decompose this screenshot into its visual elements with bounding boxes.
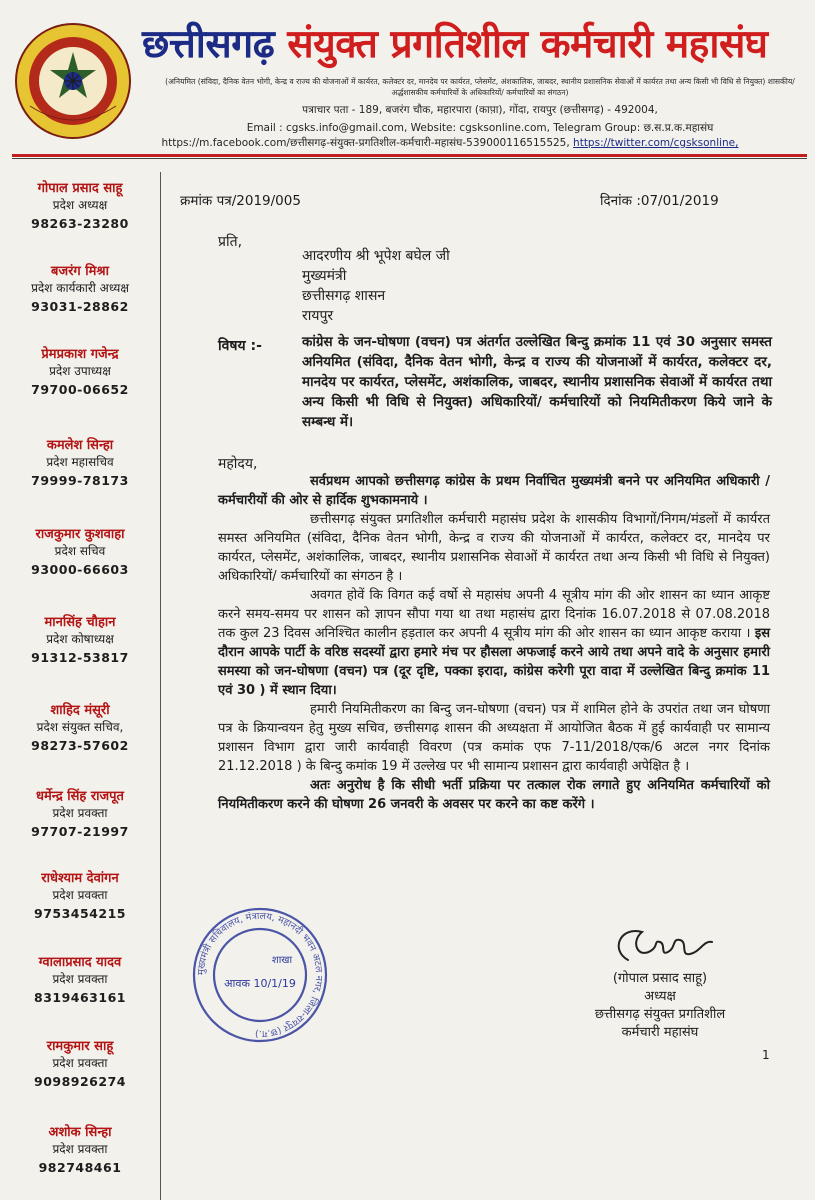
twitter-link[interactable]: https://twitter.com/cgsksonline, — [573, 137, 739, 149]
social-links — [90, 136, 810, 150]
letter-date: दिनांक :07/01/2019 — [600, 193, 719, 209]
signatory-designation: अध्यक्ष — [644, 989, 676, 1004]
paragraph-background — [218, 586, 770, 700]
addressee-line: छत्तीसगढ़ शासन — [302, 288, 386, 304]
member-name: राधेश्याम देवांगन — [41, 871, 119, 886]
member-phone: 97707-21997 — [31, 824, 129, 839]
contact-line: Email : cgsks.info@gmail.com, Website: cgsksonline.com, Telegram Group: छ.स.प्र.क.महासंघ — [246, 122, 714, 134]
member-entry — [0, 702, 160, 756]
stamp-inward-text: आवक 10/1/19 — [224, 977, 296, 990]
member-entry — [0, 526, 160, 580]
signatory-org: कर्मचारी महासंघ — [621, 1025, 699, 1040]
member-designation: प्रदेश कार्यकारी अध्यक्ष — [31, 281, 129, 295]
member-designation: प्रदेश संयुक्त सचिव, — [36, 720, 124, 734]
member-phone: 9098926274 — [34, 1074, 126, 1089]
member-phone: 79999-78173 — [31, 473, 129, 488]
member-designation: प्रदेश महासचिव — [46, 455, 114, 469]
header-divider-thin — [12, 158, 807, 159]
organization-logo-icon — [14, 22, 132, 140]
member-entry — [0, 1124, 160, 1178]
paragraph-background-text: अवगत होवें कि विगत कई वर्षो से महासंघ अपनी 4 सूत्रीय मांग की ओर शासन का ध्यान आकृष्ट करने समय-समय पर शासन को ज्ञापन सौपा गया था तथा महासंघ द्वारा दिनांक 16.07.2018 से 07.08.2018 तक कुल 23 दिवस अनिश्चित कालीन हड़ताल कर अपनी 4 सूत्रीय मांग की ओर शासन का ध्यान आकृष्ट कराया । — [218, 588, 770, 641]
member-phone: 93000-66603 — [31, 562, 129, 577]
paragraph-request: अतः अनुरोध है कि सीधी भर्ती प्रक्रिया पर तत्काल रोक लगाते हुए अनियमित कर्मचारियों को नियमितीकरण करने की घोषणा 26 जनवरी के अवसर पर करने का कष्ट करेंगे । — [218, 778, 770, 812]
organization-title: छत्तीसगढ़ संयुक्त प्रगतिशील कर्मचारी महासंघ — [142, 22, 768, 67]
signatory-org: छत्तीसगढ़ संयुक्त प्रगतिशील — [594, 1007, 726, 1022]
paragraph-introduction: छत्तीसगढ़ संयुक्त प्रगतिशील कर्मचारी महासंघ प्रदेश के शासकीय विभागों/निगम/मंडलों में कार्यरत समस्त अनियमित (संविदा, दैनिक वेतन भोगी, केन्द्र व राज्य की योजनाओं में कार्यरत, कलेक्टर दर, मानदेय पर कार्यरत, प्लेसमेंट, अशंकालिक, जाबदर, स्थानीय प्रशासनिक सेवाओं में कार्यरत तथा अन्य किसी भी विधि से नियुक्त) अधिकारियों/ कर्मचारियों का संगठन है । — [218, 512, 770, 584]
member-phone: 98273-57602 — [31, 738, 129, 753]
paragraph-status: हमारी नियमितीकरण का बिन्दु जन-घोषणा (वचन) पत्र में शामिल होने के उपरांत तथा जन घोषणा पत्र के क्रियान्वयन हेतु मुख्य सचिव, छत्तीसगढ़ शासन की अध्यक्षता में आयोजित बैठक में हुई कार्यवाही पर सामान्य प्रशासन विभाग द्वारा जारी कार्यवाही विवरण (पत्र कमांक एफ 7-11/2018/एक/6 अटल नगर दिनांक 21.12.2018 ) के बिन्दु कमांक 19 में उल्लेख पर भी सामान्य प्रशासन द्वारा कार्यवाही अपेक्षित है । — [218, 702, 770, 774]
member-designation: प्रदेश प्रवक्ता — [52, 972, 108, 986]
column-divider — [160, 172, 161, 1200]
office-bearers-list — [0, 172, 160, 1200]
member-designation: प्रदेश अध्यक्ष — [52, 198, 108, 212]
addressee-block — [302, 246, 450, 326]
member-name: कमलेश सिन्हा — [46, 438, 114, 453]
received-stamp-icon — [190, 905, 330, 1045]
member-entry — [0, 346, 160, 400]
signatory-block — [545, 970, 775, 1042]
member-entry — [0, 263, 160, 317]
member-name: धर्मेन्द्र सिंह राजपूत — [36, 789, 124, 804]
member-phone: 98263-23280 — [31, 216, 129, 231]
subject-label: विषय :- — [218, 338, 262, 354]
paragraph-background-emphasis: इस दौरान आपके पार्टी के वरिष्ठ सदस्यों द्वारा हमारे मंच पर हौसला अफजाई करने आये तथा अपने वादे के अनुसार हमारी समस्या को जन-घोषणा (वचन) पत्र (दूर दृष्टि, पक्का इरादा, कांग्रेस करेगी पूरा वादा में उल्लेखित बिन्दु क्रमांक 11 एवं 30 ) में स्थान दिया। — [218, 626, 770, 698]
stamp-ring-text: मुख्यमंत्री सचिवालय, मंत्रालय, महानदी भवन अटल नगर, जिला-रायपुर (छ.ग.) — [195, 910, 325, 1040]
member-entry — [0, 437, 160, 491]
member-designation: प्रदेश उपाध्यक्ष — [49, 364, 111, 378]
member-name: रामकुमार साहू — [46, 1039, 114, 1054]
salutation: महोदय, — [218, 456, 258, 472]
header-divider — [12, 154, 807, 157]
member-name: मानसिंह चौहान — [44, 615, 116, 630]
paragraph-greeting: सर्वप्रथम आपको छत्तीसगढ़ कांग्रेस के प्रथम निर्वाचित मुख्यमंत्री बनने पर अनियमित अधिकारी / कर्मचारीयों की ओर से हार्दिक शुभकामनाये । — [218, 474, 770, 508]
addressee-line: रायपुर — [302, 308, 334, 324]
member-designation: प्रदेश प्रवक्ता — [52, 806, 108, 820]
member-name: शाहिद मंसूरी — [50, 703, 110, 718]
subject-text: कांग्रेस के जन-घोषणा (वचन) पत्र अंतर्गत उल्लेखित बिन्दु क्रमांक 11 एवं 30 अनुसार समस्त अनियमित (संविदा, दैनिक वेतन भोगी, केन्द्र व राज्य की योजनाओं में कार्यरत, कलेक्टर दर, मानदेय पर कार्यरत, प्लेसमेंट, अशंकालिक, जाबदर, स्थानीय प्रशासनिक सेवाओं में कार्यरत तथा अन्य किसी भी विधि से नियुक्त) अधिकारियों/ कर्मचारियों को नियमितीकरण किये जाने के सम्बन्ध में। — [302, 334, 772, 430]
member-name: अशोक सिन्हा — [48, 1125, 112, 1140]
facebook-link[interactable]: https://m.facebook.com/छत्तीसगढ़-संयुक्त-प्रगतिशील-कर्मचारी-महासंघ-539000116515525, — [161, 137, 570, 149]
organization-description: (अनियमित (संविदा, दैनिक वेतन भोगी, केन्द्र व राज्य की योजनाओं में कार्यरत, कलेक्टर दर, मानदेय पर कार्यरत, प्लेसमेंट, अंशकालिक, जाबदर, स्थानीय प्रशासनिक सेवाओं में कार्यरत तथा अन्य किसी भी विधि से नियुक्त) शासकीय/अर्द्धशासकीय कर्मचारियों के अधिकारियों/ कर्मचारियों का संगठन) — [165, 77, 795, 97]
letter-body — [218, 472, 770, 814]
member-name: बजरंग मिश्रा — [51, 264, 109, 279]
member-designation: प्रदेश कोषाध्यक्ष — [46, 632, 114, 646]
member-designation: प्रदेश प्रवक्ता — [52, 1142, 108, 1156]
addressee-line: मुख्यमंत्री — [302, 268, 347, 284]
reference-number: क्रमांक पत्र/2019/005 — [180, 193, 301, 209]
member-phone: 93031-28862 — [31, 299, 129, 314]
member-entry — [0, 180, 160, 234]
handwritten-signature-icon — [608, 920, 728, 976]
stamp-branch-text: शाखा — [271, 955, 293, 966]
member-name: गोपाल प्रसाद साहू — [37, 181, 123, 196]
member-phone: 79700-06652 — [31, 382, 129, 397]
member-phone: 9753454215 — [34, 906, 126, 921]
member-entry — [0, 1038, 160, 1092]
member-entry — [0, 870, 160, 924]
member-entry — [0, 614, 160, 668]
member-phone: 8319463161 — [34, 990, 126, 1005]
member-name: प्रेमप्रकाश गजेन्द्र — [41, 347, 119, 362]
member-designation: प्रदेश प्रवक्ता — [52, 888, 108, 902]
member-entry — [0, 954, 160, 1008]
member-phone: 982748461 — [38, 1160, 122, 1175]
member-phone: 91312-53817 — [31, 650, 129, 665]
member-name: ग्वालाप्रसाद यादव — [38, 955, 122, 970]
member-entry — [0, 788, 160, 842]
member-designation: प्रदेश सचिव — [54, 544, 106, 558]
to-label: प्रति, — [218, 234, 243, 250]
member-name: राजकुमार कुशवाहा — [35, 527, 125, 542]
signatory-name: (गोपाल प्रसाद साहू) — [612, 971, 708, 986]
addressee-line: आदरणीय श्री भूपेश बघेल जी — [302, 248, 450, 264]
postal-address: पत्राचार पता - 189, बजरंग चौक, महारपारा (काप़ा), गोंदा, रायपुर (छत्तीसगढ़) - 492004, — [302, 104, 658, 116]
page-number: 1 — [762, 1048, 770, 1062]
member-designation: प्रदेश प्रवक्ता — [52, 1056, 108, 1070]
